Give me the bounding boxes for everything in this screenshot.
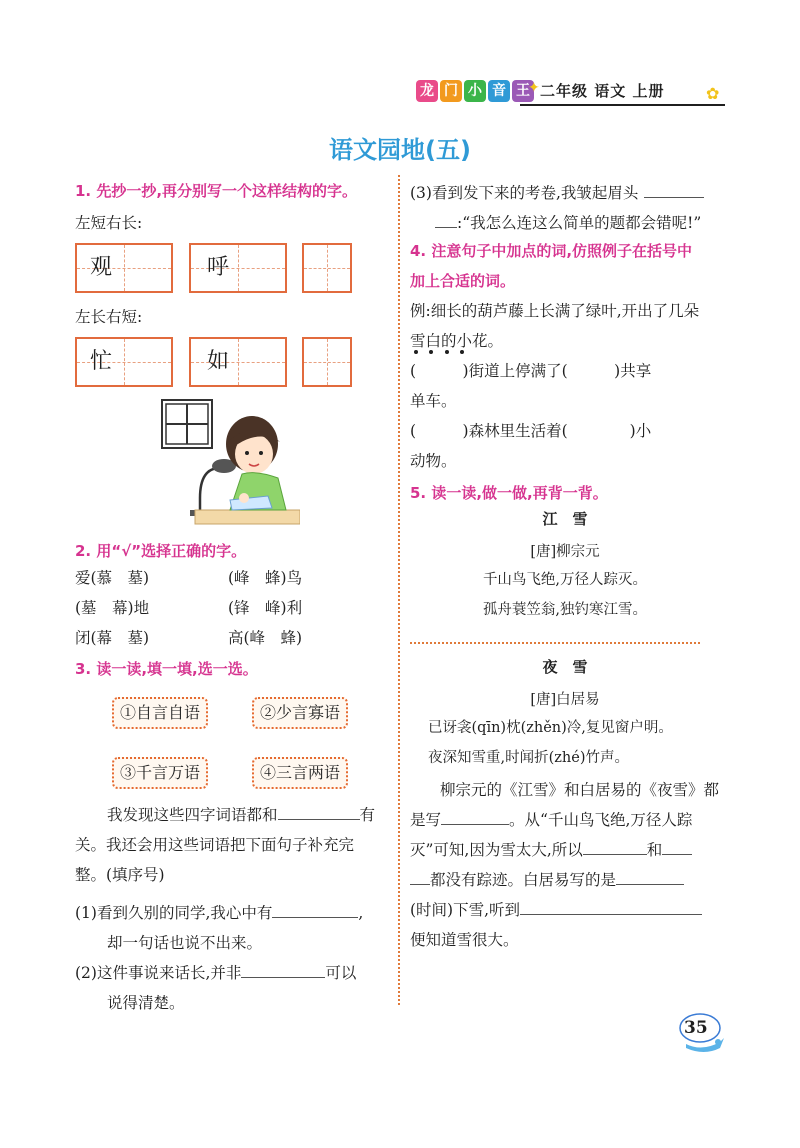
writing-grid — [75, 243, 173, 293]
poem-2-title: 夜 雪 — [542, 658, 588, 676]
emphasis-dot — [429, 350, 433, 354]
fill-blank[interactable] — [662, 836, 692, 855]
paragraph-text: 整。(填序号) — [75, 866, 165, 884]
structure-label-b: 左长右短: — [75, 308, 143, 326]
writing-grid — [189, 337, 287, 387]
paragraph-line — [410, 835, 692, 865]
choice-item[interactable]: (峰 蜂)鸟 — [228, 569, 303, 587]
example-text: 雪白的小花。 — [410, 332, 504, 350]
fill-sentence: 单车。 — [410, 392, 457, 410]
poem-1-author: [唐]柳宗元 — [530, 544, 600, 560]
poem-2-author: [唐]白居易 — [530, 692, 600, 708]
poem-separator — [410, 642, 700, 644]
sentence-3 — [410, 178, 704, 208]
fill-blank[interactable] — [410, 866, 430, 885]
fill-blank[interactable] — [583, 836, 647, 855]
grid-char: 呼 — [206, 255, 229, 280]
brand-char: 门 — [440, 80, 462, 102]
paragraph-text: 关。我还会用这些词语把下面句子补充完 — [75, 836, 355, 854]
fill-sentence[interactable]: ( )街道上停满了( )共享 — [410, 362, 652, 380]
sentence-2 — [75, 958, 356, 988]
fill-blank[interactable] — [435, 209, 457, 228]
idiom-badge: ①自言自语 — [112, 697, 208, 729]
grade-label: 二年级 — [540, 82, 589, 100]
paragraph-line — [410, 865, 684, 895]
emphasis-dot — [460, 350, 464, 354]
writing-grid — [75, 337, 173, 387]
page-number: 35 — [684, 1018, 708, 1038]
paragraph-text: 有 — [359, 806, 376, 824]
sentence-text: (1)看到久别的同学,我心中有 — [75, 904, 273, 922]
book-info — [540, 80, 665, 101]
sentence-text: :“我怎么连这么简单的题都会错呢!” — [457, 214, 702, 232]
question-1-heading: 1. 先抄一抄,再分别写一个这样结构的字。 — [75, 182, 358, 200]
question-4-heading-cont: 加上合适的词。 — [410, 272, 516, 290]
volume-label: 上册 — [632, 82, 665, 100]
paragraph-text: (时间)下雪,听到 — [410, 901, 521, 919]
q3-paragraph-line — [107, 800, 375, 830]
choice-item[interactable]: 闭(幕 墓) — [75, 629, 150, 647]
sentence-text: , — [358, 904, 364, 922]
emphasis-dot — [445, 350, 449, 354]
grid-char: 忙 — [89, 349, 112, 374]
fill-blank[interactable] — [278, 801, 360, 820]
idiom-badge: ③千言万语 — [112, 757, 208, 789]
fill-blank[interactable] — [644, 179, 704, 198]
choice-item[interactable]: (墓 幕)地 — [75, 599, 150, 617]
sentence-text: (3)看到发下来的考卷,我皱起眉头 — [410, 184, 639, 202]
sentence-text: 说得清楚。 — [107, 994, 185, 1012]
sentence-1 — [75, 898, 363, 928]
question-5-heading: 5. 读一读,做一做,再背一背。 — [410, 484, 608, 502]
idiom-badge: ④三言两语 — [252, 757, 348, 789]
paragraph-text: 柳宗元的《江雪》和白居易的《夜雪》都 — [440, 781, 720, 799]
poem-1-line: 千山鸟飞绝,万径人踪灭。 — [482, 572, 648, 588]
choice-item[interactable]: 爱(慕 墓) — [75, 569, 150, 587]
brand-char: 王 — [512, 80, 534, 102]
question-4-heading: 4. 注意句子中加点的词,仿照例子在括号中 — [410, 242, 693, 260]
paragraph-text: 是写 — [410, 811, 442, 829]
paragraph-text: 便知道雪很大。 — [410, 931, 519, 949]
fill-blank[interactable] — [272, 899, 358, 918]
girl-writing-illustration — [160, 398, 300, 526]
paragraph-line — [410, 895, 702, 925]
writing-grid — [189, 243, 287, 293]
fill-blank[interactable] — [616, 866, 684, 885]
poem-2-line: 已讶衾(qīn)枕(zhěn)冷,复见窗户明。 — [428, 720, 673, 736]
fill-blank[interactable] — [520, 896, 702, 915]
paragraph-text: 。从“千山鸟飞绝,万径人踪 — [509, 811, 693, 829]
paragraph-text: 我发现这些四字词语都和 — [107, 806, 278, 824]
idiom-badge: ②少言寡语 — [252, 697, 348, 729]
writing-grid-empty[interactable] — [302, 337, 352, 387]
grid-char: 观 — [89, 255, 112, 280]
emphasis-dot — [414, 350, 418, 354]
example-text: 例:细长的葫芦藤上长满了绿叶,开出了几朵 — [410, 302, 700, 320]
sentence-3-cont — [435, 208, 701, 238]
choice-item[interactable]: 高(峰 蜂) — [228, 629, 303, 647]
sentence-text: 却一句话也说不出来。 — [107, 934, 263, 952]
brand-char: 龙 — [416, 80, 438, 102]
question-2-heading: 2. 用“√”选择正确的字。 — [75, 542, 247, 560]
star-icon: ✦ — [528, 80, 540, 96]
choice-item[interactable]: (锋 峰)利 — [228, 599, 303, 617]
poem-2-line: 夜深知雪重,时闻折(zhé)竹声。 — [428, 750, 629, 766]
brand-char: 音 — [488, 80, 510, 102]
butterfly-icon: ✿ — [706, 84, 720, 103]
paragraph-text: 都没有踪迹。白居易写的是 — [430, 871, 617, 889]
structure-label-a: 左短右长: — [75, 214, 143, 232]
writing-grid-empty[interactable] — [302, 243, 352, 293]
poem-1-title: 江 雪 — [542, 510, 588, 528]
poem-1-line: 孤舟蓑笠翁,独钓寒江雪。 — [482, 602, 648, 618]
header-rule — [520, 104, 725, 106]
paragraph-text: 和 — [646, 841, 663, 859]
fill-sentence[interactable]: ( )森林里生活着( )小 — [410, 422, 652, 440]
brand-char: 小 — [464, 80, 486, 102]
paragraph-line — [410, 805, 692, 835]
fill-blank[interactable] — [441, 806, 509, 825]
brand-logo — [416, 80, 534, 102]
sentence-text: (2)这件事说来话长,并非 — [75, 964, 242, 982]
paragraph-text: 灭”可知,因为雪太大,所以 — [410, 841, 583, 859]
grid-char: 如 — [206, 349, 229, 374]
page-title: 语文园地(五) — [329, 136, 471, 164]
sentence-text: 可以 — [325, 964, 357, 982]
fill-sentence: 动物。 — [410, 452, 457, 470]
question-3-heading: 3. 读一读,填一填,选一选。 — [75, 660, 258, 678]
subject-label: 语文 — [594, 82, 627, 100]
fill-blank[interactable] — [241, 959, 325, 978]
